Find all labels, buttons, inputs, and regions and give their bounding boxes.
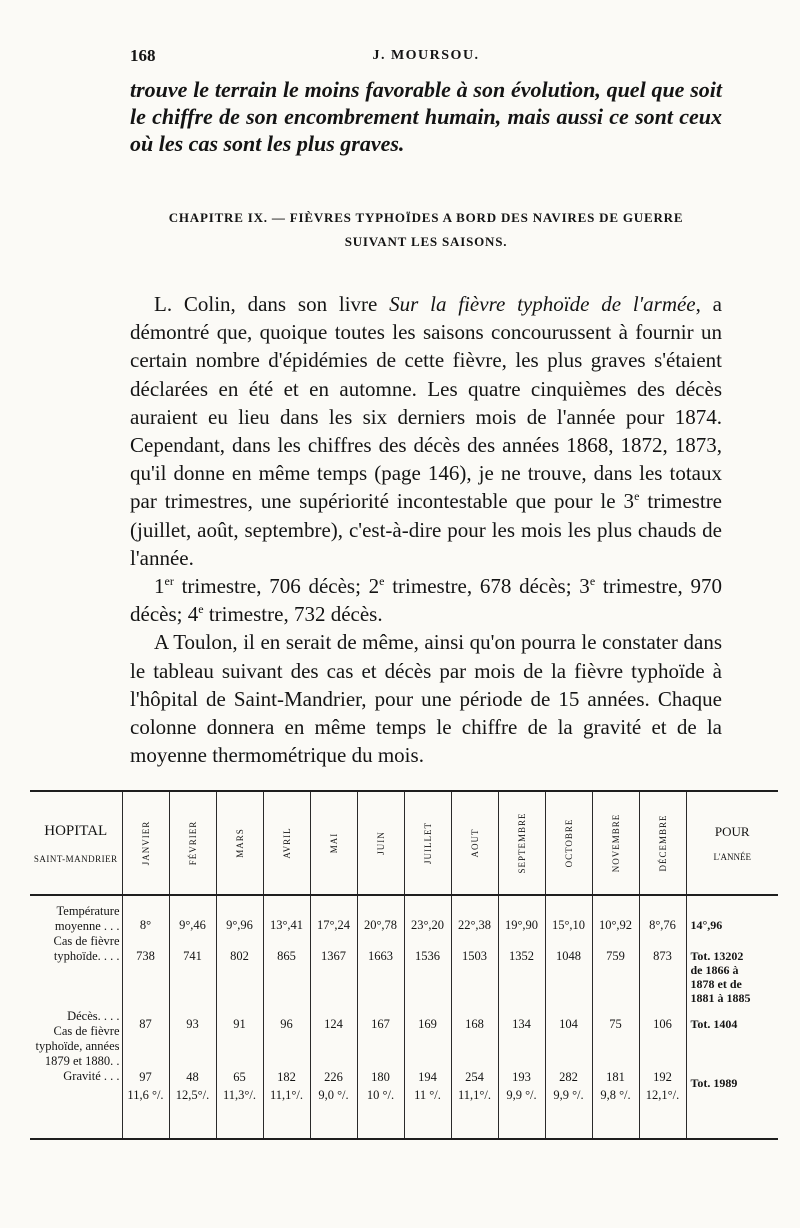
row-label: Cas de fièvre — [53, 934, 120, 948]
row-label: Gravité . . . — [63, 1069, 120, 1083]
deces-value: 134 — [512, 1017, 531, 1031]
month-column-cell — [451, 895, 498, 1139]
annual-temperature-value: 14°,96 — [690, 918, 723, 932]
typhoid-statistics-table — [30, 790, 778, 1140]
month-label: NOVEMBRE — [610, 813, 621, 873]
temperature-value: 8° — [139, 918, 152, 932]
month-column-cell — [357, 895, 404, 1139]
page-number: 168 — [130, 46, 156, 65]
paragraph-toulon: A Toulon, il en serait de même, ainsi qu'on pourra le constater dans le tableau suivant des cas et décès par mois de la fièvre typhoïde à l'hôpital de Saint-Mandrier, pour une période de 15 années. Chaque colonne donnera en même temps le chiffre de la gravité et de la moyenne thermométrique du mois. — [130, 630, 722, 768]
month-header — [310, 791, 357, 895]
row-label — [32, 979, 120, 994]
temperature-value: 20°,78 — [363, 918, 398, 932]
cas-1879-value: 254 — [465, 1070, 484, 1084]
cas-value: 873 — [653, 949, 672, 963]
row-label — [32, 994, 120, 1009]
cas-value: 759 — [606, 949, 625, 963]
temperature-value: 13°,41 — [269, 918, 304, 932]
annual-cas-total: 1878 et de — [690, 977, 742, 991]
paragraph-trimestres — [130, 572, 722, 628]
paragraph-text: L. Colin, dans son livre — [154, 292, 390, 316]
month-label: FÉVRIER — [187, 820, 198, 866]
cas-1879-value: 65 — [233, 1070, 246, 1084]
ordinal-suffix: e — [589, 574, 596, 589]
cas-value: 1503 — [462, 949, 487, 963]
month-header — [639, 791, 686, 895]
table-body-row — [30, 895, 778, 1139]
month-header — [498, 791, 545, 895]
month-column-cell — [216, 895, 263, 1139]
month-header — [545, 791, 592, 895]
month-label: AVRIL — [281, 827, 292, 859]
row-label: typhoïde, années — [35, 1039, 120, 1053]
row-label: Température — [56, 904, 120, 918]
row-label: typhoïde. . . . — [53, 949, 120, 963]
month-label: JUILLET — [422, 822, 433, 864]
deces-value: 87 — [139, 1017, 152, 1031]
paragraph-colin — [130, 290, 722, 572]
paragraph-text: trimestre, 706 décès; 2 — [173, 574, 380, 599]
cas-1879-value: 282 — [559, 1070, 578, 1084]
month-header — [451, 791, 498, 895]
month-column-cell — [545, 895, 592, 1139]
cas-value: 738 — [136, 949, 155, 963]
month-column-cell — [498, 895, 545, 1139]
cas-1879-value: 193 — [512, 1070, 531, 1084]
month-column-cell — [639, 895, 686, 1139]
temperature-value: 9°,96 — [226, 918, 253, 932]
table-header-row — [30, 791, 778, 895]
annual-cas-1879-total: Tot. 1989 — [690, 1076, 738, 1090]
corner-header-line-2: SAINT-MANDRIER — [33, 853, 118, 864]
annual-cas-total: Tot. 13202 — [690, 949, 744, 963]
gravite-value: 11,1°/. — [269, 1088, 303, 1102]
cas-value: 1367 — [321, 949, 346, 963]
temperature-value: 10°,92 — [598, 918, 633, 932]
month-header — [169, 791, 216, 895]
page-header — [130, 46, 722, 68]
temperature-value: 22°,38 — [457, 918, 492, 932]
temperature-value: 9°,46 — [179, 918, 206, 932]
month-header — [216, 791, 263, 895]
book-title: Sur la fièvre typhoïde de l'armée — [389, 292, 696, 316]
gravite-value: 11,1°/. — [457, 1088, 491, 1102]
row-label: Décès. . . . — [67, 1009, 120, 1023]
deces-value: 104 — [559, 1017, 578, 1031]
body-text — [130, 290, 722, 769]
month-column-cell — [169, 895, 216, 1139]
year-header — [686, 791, 778, 895]
chapter-heading — [130, 206, 722, 254]
month-label: MAI — [328, 832, 339, 854]
gravite-value: 9,8 °/. — [600, 1088, 631, 1102]
cas-1879-value: 48 — [186, 1070, 199, 1084]
month-header — [592, 791, 639, 895]
month-column-cell — [263, 895, 310, 1139]
annual-cas-total: 1881 à 1885 — [690, 991, 751, 1005]
gravite-value: 10 °/. — [366, 1088, 395, 1102]
cas-value: 1048 — [556, 949, 581, 963]
deces-value: 106 — [653, 1017, 672, 1031]
gravite-value: 9,9 °/. — [506, 1088, 537, 1102]
deces-value: 169 — [418, 1017, 437, 1031]
paragraph-text: trimestre, 732 décès. — [203, 602, 383, 627]
gravite-value: 11 °/. — [414, 1088, 441, 1102]
month-label: OCTOBRE — [563, 818, 574, 868]
month-label: SEPTEMBRE — [516, 812, 527, 874]
ordinal-suffix: e — [379, 574, 385, 589]
ordinal-suffix: er — [164, 574, 174, 589]
cas-1879-value: 97 — [139, 1070, 152, 1084]
deces-value: 124 — [324, 1017, 343, 1031]
cas-1879-value: 194 — [418, 1070, 437, 1084]
temperature-value: 17°,24 — [316, 918, 351, 932]
deces-value: 96 — [280, 1017, 293, 1031]
gravite-value: 11,6 °/. — [127, 1088, 164, 1102]
running-title: J. MOURSOU. — [372, 48, 480, 63]
annual-deces-total: Tot. 1404 — [690, 1017, 738, 1031]
year-total-cell — [686, 895, 778, 1139]
deces-value: 168 — [465, 1017, 484, 1031]
cas-value: 741 — [183, 949, 202, 963]
gravite-value: 9,0 °/. — [318, 1088, 349, 1102]
month-label: JANVIER — [140, 820, 151, 866]
paragraph-text: trimestre (juillet, août, septembre), c'est-à-dire pour les mois les plus chauds de l'année. — [130, 489, 723, 570]
chapter-title-line-2: SUIVANT LES SAISONS. — [344, 234, 508, 249]
paragraph-text: 1 — [154, 574, 165, 599]
row-label: moyenne . . . — [54, 919, 120, 933]
temperature-value: 19°,90 — [504, 918, 539, 932]
ordinal-suffix: e — [198, 602, 204, 617]
cas-1879-value: 180 — [371, 1070, 390, 1084]
annual-cas-total: de 1866 à — [690, 963, 739, 977]
cas-value: 1352 — [509, 949, 534, 963]
month-label: JUIN — [375, 831, 386, 855]
gravite-value: 9,9 °/. — [553, 1088, 584, 1102]
month-label: MARS — [234, 828, 245, 858]
cas-1879-value: 181 — [606, 1070, 625, 1084]
month-header — [404, 791, 451, 895]
chapter-title-line-1: CHAPITRE IX. — FIÈVRES TYPHOÏDES A BORD DES NAVIRES DE GUERRE — [168, 210, 684, 225]
intro-paragraph: trouve le terrain le moins favorable à son évolution, quel que soit le chiffre de son encombrement humain, mais aussi ce sont ceux où les cas sont les plus graves. — [130, 77, 722, 156]
cas-value: 802 — [230, 949, 249, 963]
row-label: Cas de fièvre — [53, 1024, 120, 1038]
cas-value: 1663 — [368, 949, 393, 963]
deces-value: 167 — [371, 1017, 390, 1031]
row-label: 1879 et 1880. . — [44, 1054, 120, 1068]
temperature-value: 15°,10 — [551, 918, 586, 932]
year-header-line-2: L'ANNÉE — [713, 852, 752, 862]
deces-value: 75 — [609, 1017, 622, 1031]
cas-1879-value: 226 — [324, 1070, 343, 1084]
corner-header — [30, 791, 122, 895]
deces-value: 93 — [186, 1017, 199, 1031]
cas-1879-value: 182 — [277, 1070, 296, 1084]
month-label: DÉCEMBRE — [657, 814, 668, 872]
paragraph-text: trimestre, 678 décès; 3 — [384, 574, 590, 599]
month-header — [263, 791, 310, 895]
month-header — [122, 791, 169, 895]
cas-value: 865 — [277, 949, 296, 963]
month-label: AOUT — [469, 828, 480, 858]
month-column-cell — [592, 895, 639, 1139]
corner-header-line-1: HOPITAL — [44, 822, 108, 839]
cas-1879-value: 192 — [653, 1070, 672, 1084]
gravite-value: 12,1°/. — [645, 1088, 680, 1102]
gravite-value: 12,5°/. — [175, 1088, 210, 1102]
cas-value: 1536 — [415, 949, 440, 963]
paragraph-text: , a démontré que, quoique toutes les saisons concourussent à fournir un certain nombre d'épidémies de cette fièvre, les plus graves s'étaient déclarées en été et en automne. Les quatre cinquièmes des décès auraient eu lieu dans les six derniers mois de l'année pour 1874. Cependant, dans les chiffres des décès des années 1868, 1872, 1873, qu'il donne en même temps (page 146), je ne trouve, dans les totaux par trimestres, une supériorité incontestable que pour le 3 — [130, 292, 722, 514]
deces-value: 91 — [233, 1017, 246, 1031]
gravite-value: 11,3°/. — [222, 1088, 256, 1102]
month-column-cell — [122, 895, 169, 1139]
row-labels-cell — [30, 895, 122, 1139]
month-column-cell — [404, 895, 451, 1139]
month-column-cell — [310, 895, 357, 1139]
temperature-value: 23°,20 — [410, 918, 445, 932]
temperature-value: 8°,76 — [649, 918, 676, 932]
year-header-line-1: POUR — [714, 824, 750, 839]
month-header — [357, 791, 404, 895]
ordinal-suffix: e — [634, 489, 640, 504]
statistics-table-wrapper — [30, 790, 778, 1140]
paragraph-text: trimestre, 970 décès; 4 — [130, 574, 723, 627]
row-label — [32, 964, 120, 979]
